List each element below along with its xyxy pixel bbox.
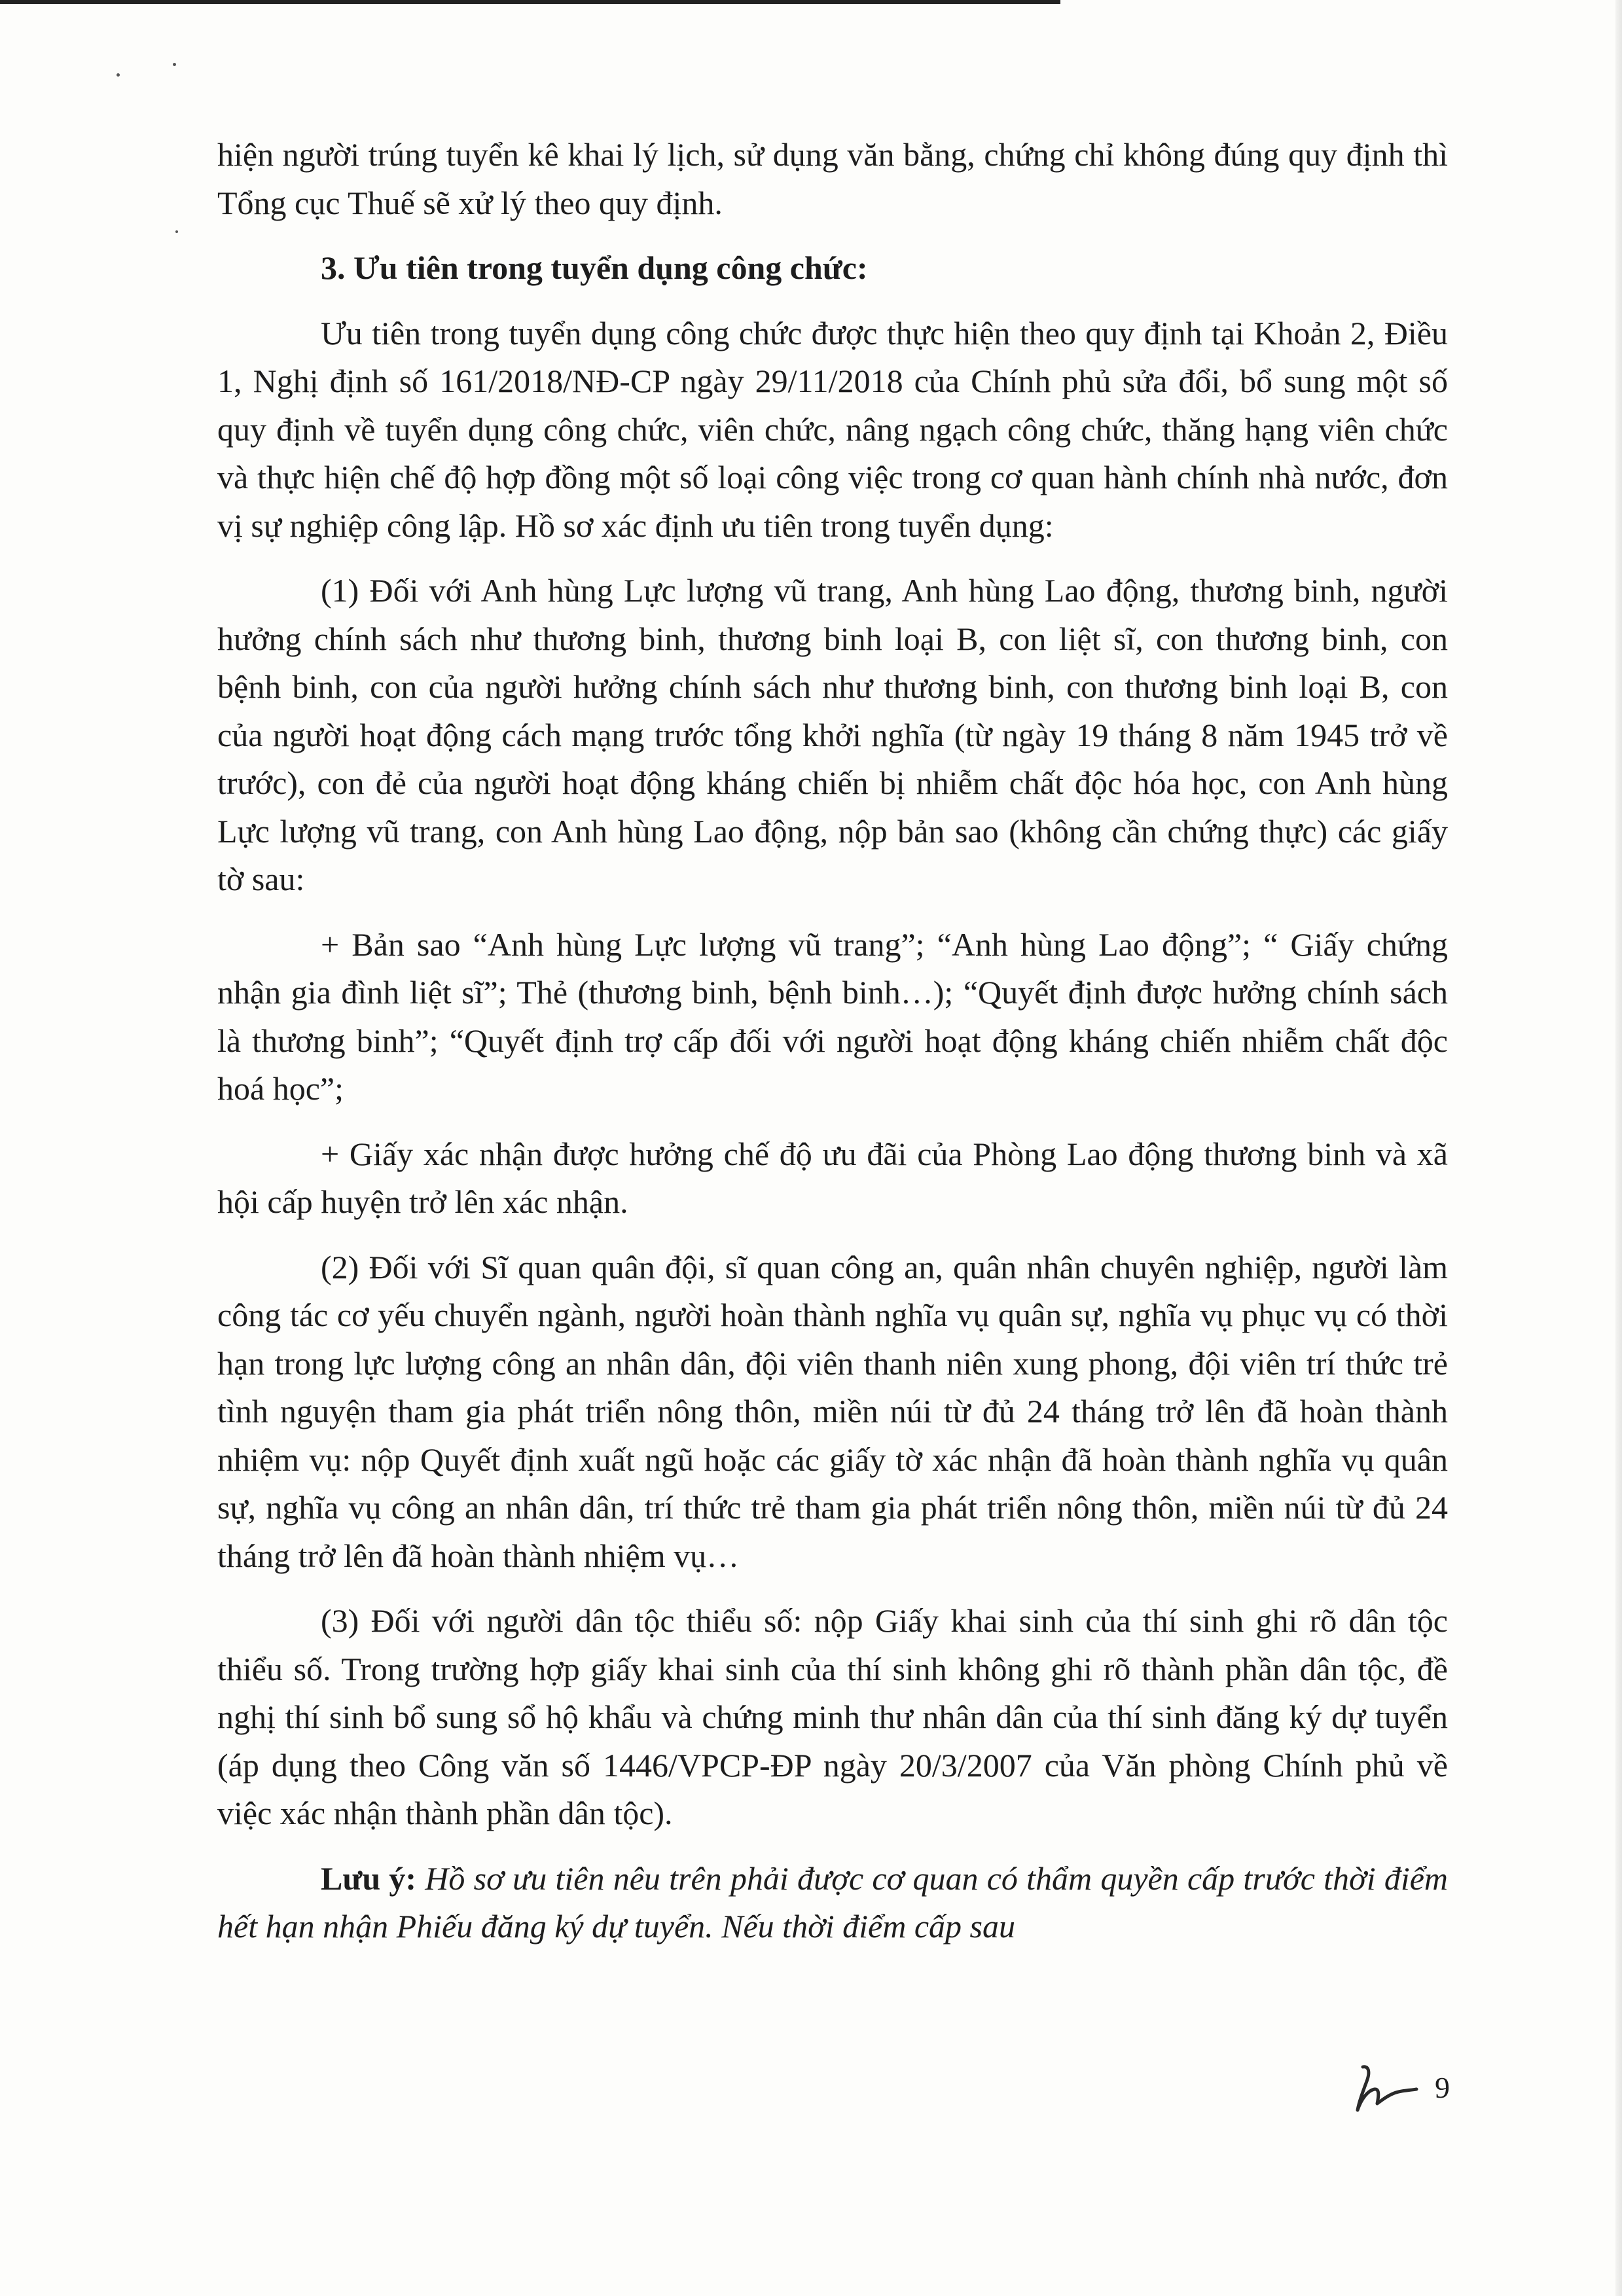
scan-speck bbox=[175, 230, 178, 233]
paragraph-item-1-copies: + Bản sao “Anh hùng Lực lượng vũ trang”; “Anh hùng Lao động”; “ Giấy chứng nhận gia đình liệt sĩ”; Thẻ (thương binh, bệnh binh…); “Quyết định được hưởng chính sách là thương binh”; “Quyết định trợ cấp đối với người hoạt động kháng chiến nhiễm chất độc hoá học”; bbox=[217, 925, 1448, 1107]
paragraph-continuation: hiện người trúng tuyển kê khai lý lịch, sử dụng văn bằng, chứng chỉ không đúng quy định thì Tổng cục Thuế sẽ xử lý theo quy định. bbox=[217, 136, 1448, 221]
paragraph-priority-basis: Ưu tiên trong tuyển dụng công chức được thực hiện theo quy định tại Khoản 2, Điều 1, Nghị định số 161/2018/NĐ-CP ngày 29/11/2018 của Chính phủ sửa đổi, bổ sung một số quy định về tuyển dụng công chức, viên chức, nâng ngạch công chức, thăng hạng viên chức và thực hiện chế độ hợp đồng một số loại công việc trong cơ quan hành chính nhà nước, đơn vị sự nghiệp công lập. Hồ sơ xác định ưu tiên trong tuyển dụng: bbox=[217, 314, 1448, 544]
page-footer bbox=[1348, 2062, 1460, 2114]
scan-top-edge bbox=[0, 0, 1060, 4]
page-number: 9 bbox=[1435, 2071, 1450, 2104]
note-paragraph bbox=[217, 1855, 1448, 1951]
paragraph-item-1: (1) Đối với Anh hùng Lực lượng vũ trang, Anh hùng Lao động, thương binh, người hưởng chính sách như thương binh, thương binh loại B, con liệt sĩ, con thương binh, con bệnh binh, con của người hưởng chính sách như thương binh, con thương binh loại B, con của người hoạt động cách mạng trước tổng khởi nghĩa (từ ngày 19 tháng 8 năm 1945 trở về trước), con đẻ của người hoạt động kháng chiến bị nhiễm chất độc hóa học, con Anh hùng Lực lượng vũ trang, con Anh hùng Lao động, nộp bản sao (không cần chứng thực) các giấy tờ sau: bbox=[217, 572, 1448, 897]
scan-speck bbox=[173, 63, 176, 66]
paragraph-item-1-certificate: + Giấy xác nhận được hưởng chế độ ưu đãi của Phòng Lao động thương binh và xã hội cấp huyện trở lên xác nhận. bbox=[217, 1135, 1448, 1220]
initials-signature bbox=[1348, 2062, 1420, 2114]
note-label: Lưu ý: bbox=[321, 1859, 417, 1897]
note-text: Hồ sơ ưu tiên nêu trên phải được cơ quan có thẩm quyền cấp trước thời điểm hết hạn nhận Phiếu đăng ký dự tuyển. Nếu thời điểm cấp sau bbox=[217, 1859, 1449, 1945]
document-body bbox=[217, 131, 1448, 1951]
paragraph-item-2: (2) Đối với Sĩ quan quân đội, sĩ quan công an, quân nhân chuyên nghiệp, người làm công tác cơ yếu chuyển ngành, người hoàn thành nghĩa vụ quân sự, nghĩa vụ phục vụ có thời hạn trong lực lượng công an nhân dân, đội viên thanh niên xung phong, đội viên trí thức trẻ tình nguyện tham gia phát triển nông thôn, miền núi từ đủ 24 tháng trở lên đã hoàn thành nhiệm vụ: nộp Quyết định xuất ngũ hoặc các giấy tờ xác nhận đã hoàn thành nghĩa vụ quân sự, nghĩa vụ công an nhân dân, trí thức trẻ tham gia phát triển nông thôn, miền núi từ đủ 24 tháng trở lên đã hoàn thành nhiệm vụ… bbox=[217, 1248, 1448, 1574]
section-heading: 3. Ưu tiên trong tuyển dụng công chức: bbox=[321, 249, 868, 286]
scan-right-edge bbox=[1615, 0, 1622, 2296]
paragraph-item-3: (3) Đối với người dân tộc thiểu số: nộp Giấy khai sinh của thí sinh ghi rõ dân tộc thiểu số. Trong trường hợp giấy khai sinh của thí sinh không ghi rõ thành phần dân tộc, đề nghị thí sinh bổ sung sổ hộ khẩu và chứng minh thư nhân dân của thí sinh đăng ký dự tuyển (áp dụng theo Công văn số 1446/VPCP-ĐP ngày 20/3/2007 của Văn phòng Chính phủ về việc xác nhận thành phần dân tộc). bbox=[217, 1602, 1448, 1831]
scan-speck bbox=[117, 73, 120, 77]
